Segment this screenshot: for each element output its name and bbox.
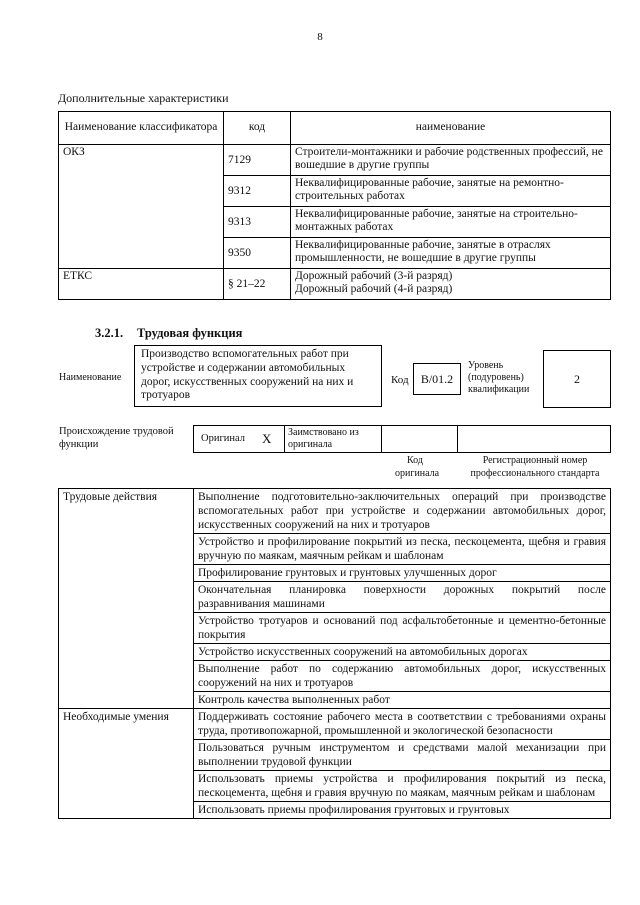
reg-number-caption: Регистрационный номер профессионального стандарта [470,455,600,479]
item-cell: Контроль качества выполненных работ [194,692,611,709]
function-heading [95,326,242,341]
category-cell: Необходимые умения [59,709,194,819]
reg-number-cell [457,425,611,453]
function-code-box: B/01.2 [413,363,461,395]
name-cell: Неквалифицированные рабочие, занятые на ремонтно-строительных работах [291,176,611,207]
item-cell: Использовать приемы устройства и профилирования покрытий из песка, пескоцемента, щебня и гравия вручную по маякам, маячным рейкам и шаблонам [194,771,611,802]
name-cell: Строители-монтажники и рабочие родственных профессий, не вошедшие в другие группы [291,145,611,176]
section-title: Дополнительные характеристики [58,91,229,105]
item-cell: Профилирование грунтовых и грунтовых улучшенных дорог [194,565,611,582]
item-cell: Пользоваться ручным инструментом и средствами малой механизации при выполнении трудовой функции [194,740,611,771]
item-cell: Устройство тротуаров и оснований под асфальтобетонные и цементно-бетонные покрытия [194,613,611,644]
classifiers-table [58,111,611,300]
col-header-classifier: Наименование классификатора [59,112,224,145]
code-cell: 9312 [224,176,291,207]
col-header-name: наименование [291,112,611,145]
function-name-box: Производство вспомогательных работ при устройстве и содержании автомобильных дорог, искусственных сооружений на них и тротуаров [134,345,382,407]
name-label: Наименование [59,372,122,383]
category-cell: Трудовые действия [59,489,194,709]
item-cell: Использовать приемы профилирования грунтовых и грунтовых [194,802,611,819]
code-cell: 9313 [224,207,291,238]
code-cell: § 21–22 [224,269,291,300]
item-cell: Выполнение работ по содержанию автомобильных дорог, искусственных сооружений на них и тротуаров [194,661,611,692]
original-label: Оригинал [201,433,245,444]
item-cell: Выполнение подготовительно-заключительных операций при производстве вспомогательных работ при устройстве и содержании автомобильных дорог, искусственных сооружений на них и тротуаров [194,489,611,534]
function-title: Трудовая функция [137,326,243,340]
classifier-etks: ЕТКС [59,269,224,300]
etks-name-1: Дорожный рабочий (3-й разряд) [295,270,453,282]
item-cell: Окончательная планировка поверхности дорожных покрытий после разравнивания машинами [194,582,611,613]
code-label: Код [391,374,409,386]
origin-label: Происхождение трудовой функции [59,426,174,450]
name-cell [291,269,611,300]
level-label: Уровень (подуровень) квалификации [468,360,530,395]
code-original-caption: Код оригинала [395,455,440,479]
borrowed-cell: Заимствовано из оригинала [284,425,382,453]
actions-table [58,488,611,819]
original-mark: X [262,431,272,446]
code-cell: 7129 [224,145,291,176]
etks-name-2: Дорожный рабочий (4-й разряд) [295,282,453,295]
function-number: 3.2.1. [95,326,124,340]
classifier-okz: ОКЗ [59,145,224,269]
item-cell: Устройство искусственных сооружений на автомобильных дорогах [194,644,611,661]
code-cell: 9350 [224,238,291,269]
col-header-code: код [224,112,291,145]
item-cell: Поддерживать состояние рабочего места в соответствии с требованиями охраны труда, противопожарной, промышленной и экологической безопасности [194,709,611,740]
item-cell: Устройство и профилирование покрытий из песка, пескоцемента, щебня и гравия вручную по маякам, маячным рейкам и шаблонам [194,534,611,565]
name-cell: Неквалифицированные рабочие, занятые на строительно-монтажных работах [291,207,611,238]
name-cell: Неквалифицированные рабочие, занятые в отраслях промышленности, не вошедшие в другие группы [291,238,611,269]
table-row [59,145,611,176]
origin-row [193,425,611,453]
level-box: 2 [543,350,611,408]
page-number: 8 [317,31,323,43]
table-row [59,709,611,740]
table-row [59,489,611,534]
original-cell [193,425,285,453]
original-code-cell [381,425,458,453]
table-row [59,269,611,300]
